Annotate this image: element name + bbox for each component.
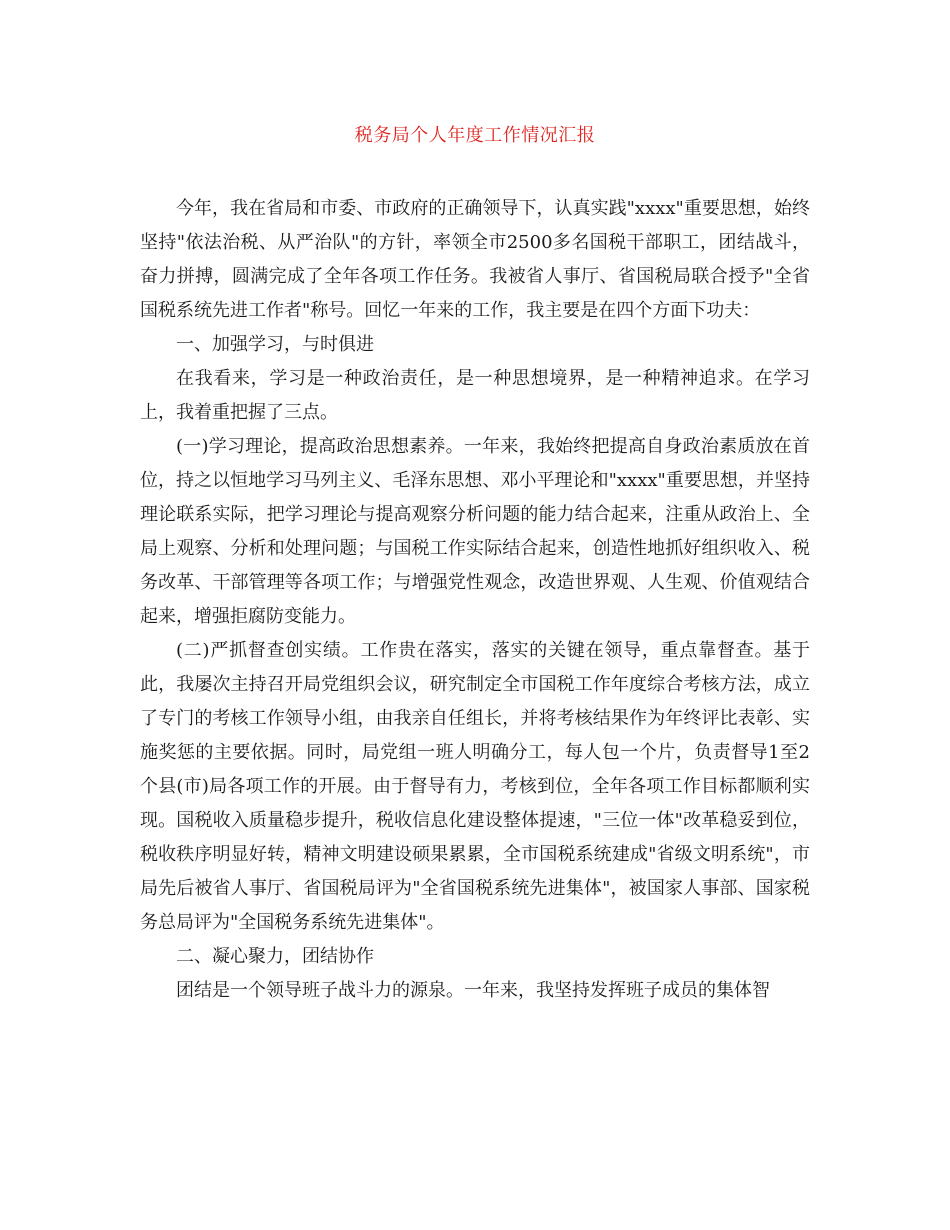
document-body bbox=[140, 192, 810, 1008]
section-heading-1: 一、加强学习，与时俱进 bbox=[176, 334, 374, 355]
paragraph-theory: (一)学习理论，提高政治思想素养。一年来，我始终把提高自身政治素质放在首位，持之以恒地学习马列主义、毛泽东思想、邓小平理论和"xxxx"重要思想，并坚持理论联系实际，把学习理论与提高观察分析问题的能力结合起来，注重从政治上、全局上观察、分析和处理问题；与国税工作实际结合起来，创造性地抓好组织收入、税务改革、干部管理等各项工作；与增强党性观念，改造世界观、人生观、价值观结合起来，增强拒腐防变能力。 bbox=[140, 436, 810, 627]
paragraph-intro: 今年，我在省局和市委、市政府的正确领导下，认真实践"xxxx"重要思想，始终坚持"依法治税、从严治队"的方针，率领全市2500多名国税干部职工，团结战斗，奋力拼搏，圆满完成了全年各项工作任务。我被省人事厅、省国税局联合授予"全省国税系统先进工作者"称号。回忆一年来的工作，我主要是在四个方面下功夫： bbox=[140, 198, 810, 321]
paragraph-study: 在我看来，学习是一种政治责任，是一种思想境界，是一种精神追求。在学习上，我着重把握了三点。 bbox=[140, 368, 810, 423]
paragraph-supervision: (二)严抓督查创实绩。工作贵在落实，落实的关键在领导，重点靠督查。基于此，我屡次主持召开局党组织会议，研究制定全市国税工作年度综合考核方法，成立了专门的考核工作领导小组，由我亲自任组长，并将考核结果作为年终评比表彰、实施奖惩的主要依据。同时，局党组一班人明确分工，每人包一个片，负责督导1至2个县(市)局各项工作的开展。由于督导有力，考核到位，全年各项工作目标都顺利实现。国税收入质量稳步提升，税收信息化建设整体提速，"三位一体"改革稳妥到位，税收秩序明显好转，精神文明建设硕果累累，全市国税系统建成"省级文明系统"，市局先后被省人事厅、省国税局评为"全省国税系统先进集体"，被国家人事部、国家税务总局评为"全国税务系统先进集体"。 bbox=[140, 640, 810, 933]
document-title: 税务局个人年度工作情况汇报 bbox=[354, 125, 596, 146]
section-heading-2: 二、凝心聚力，团结协作 bbox=[176, 946, 374, 967]
paragraph-unity: 团结是一个领导班子战斗力的源泉。一年来，我坚持发挥班子成员的集体智 bbox=[176, 980, 770, 1001]
